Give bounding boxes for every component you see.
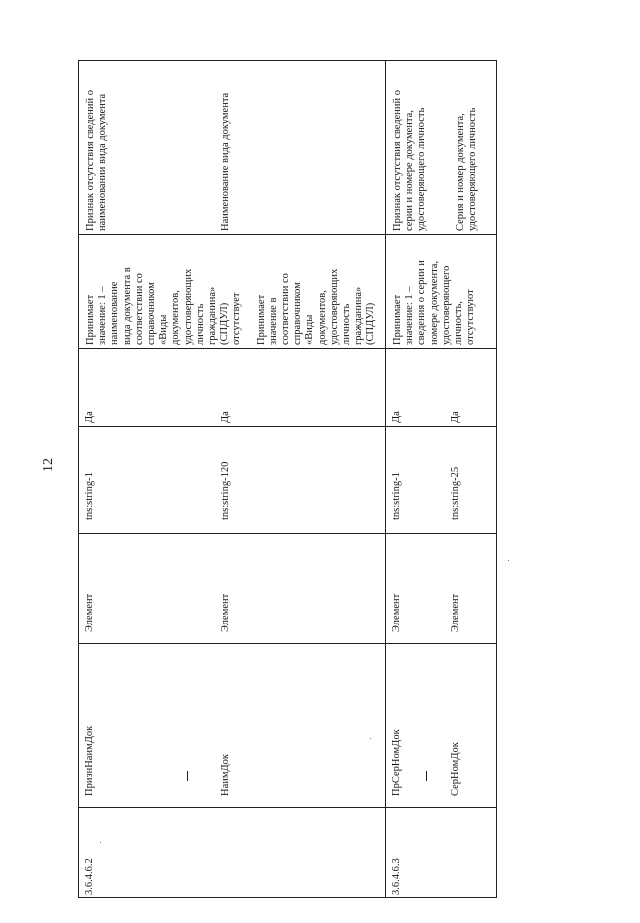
text-line: личность — [341, 303, 353, 345]
text-line: сведения о серии и — [416, 260, 428, 345]
text-line: значение в — [267, 297, 279, 345]
scan-speck — [100, 842, 101, 843]
text-line: значение: 1 – — [404, 286, 416, 345]
text-line: гражданина» — [353, 286, 365, 345]
text-line: значение: 1 – — [97, 286, 109, 345]
text-line: вида документа в — [121, 267, 133, 345]
text-line: гражданина» — [207, 286, 219, 345]
scan-speck — [370, 738, 371, 739]
format-value: tns:string-120 — [220, 461, 231, 520]
format-value: tns:string-1 — [84, 472, 95, 520]
text-line: удостоверяющих — [182, 268, 194, 345]
text-line: наименовании вида документа — [97, 93, 109, 231]
text-line: документов, — [316, 290, 328, 345]
row-number: 3.6.4.6.3 — [391, 858, 402, 895]
dash-mark — [426, 771, 427, 781]
format-value: tns:string-25 — [450, 466, 461, 520]
element-type: Элемент — [84, 593, 95, 632]
text-line: Принимает — [85, 294, 96, 345]
element-type: Элемент — [391, 593, 402, 632]
element-type-cell — [389, 534, 493, 642]
dash-mark — [187, 771, 188, 781]
text-line: отсутствуют — [465, 289, 477, 345]
required-value: Да — [450, 411, 461, 423]
text-line: Признак отсутствия сведений о — [85, 89, 96, 231]
text-line: (СПДУЛ) — [219, 302, 231, 345]
row-number-cell — [82, 808, 382, 896]
required-value: Да — [391, 411, 402, 423]
required-value: Да — [220, 411, 231, 423]
element-name: НаимДок — [220, 753, 231, 796]
extra-info-cell — [82, 235, 382, 347]
text-line: Признак отсутствия сведений о — [392, 89, 403, 231]
text-line: Серия и номер документа, — [455, 113, 466, 231]
format-cell — [82, 427, 382, 532]
element-name-cell — [82, 644, 382, 806]
table-border — [78, 60, 79, 897]
text-line: документов, — [170, 290, 182, 345]
required-value: Да — [84, 411, 95, 423]
text-line: серии и номере документа, — [404, 110, 416, 231]
element-type: Элемент — [450, 593, 461, 632]
text-line: Принимает — [392, 294, 403, 345]
element-type-cell — [82, 534, 382, 642]
table-border — [496, 60, 497, 897]
element-name: ПризнНаимДок — [84, 725, 95, 796]
extra-info-cell — [389, 235, 493, 347]
text-line: наименование — [109, 281, 121, 345]
text-line: удостоверяющих — [328, 268, 340, 345]
text-line: удостоверяющего — [440, 265, 452, 345]
required-cell — [389, 349, 493, 425]
text-line: (СПДУЛ) — [365, 302, 377, 345]
text-line: Наименование вида документа — [220, 92, 231, 231]
text-line: справочником — [292, 282, 304, 345]
text-line: личность, — [453, 301, 465, 345]
element-name: ПрСерНомДок — [391, 729, 402, 796]
text-line: «Виды — [304, 314, 316, 345]
element-name-cell — [389, 644, 493, 806]
table-border — [78, 897, 497, 898]
text-line: соответствии со — [280, 273, 292, 345]
text-line: «Виды — [158, 314, 170, 345]
element-name: СерНомДок — [450, 742, 461, 796]
format-cell — [389, 427, 493, 532]
page-number — [34, 452, 64, 478]
page-number-text: 12 — [41, 458, 56, 472]
row-number: 3.6.4.6.2 — [84, 858, 95, 895]
text-line: удостоверяющего личность — [416, 107, 428, 231]
row-number-cell — [389, 808, 493, 896]
text-line: номере документа, — [428, 260, 440, 345]
text-line: удостоверяющего личность — [467, 107, 479, 231]
required-cell — [82, 349, 382, 425]
text-line: отсутствует — [231, 292, 243, 345]
scan-speck — [508, 560, 509, 561]
format-value: tns:string-1 — [391, 472, 402, 520]
table-border — [385, 60, 386, 897]
description-cell — [389, 61, 493, 233]
description-cell — [82, 61, 382, 233]
text-line: Принимает — [255, 294, 267, 345]
text-line: личность — [194, 303, 206, 345]
text-line: справочником — [146, 282, 158, 345]
element-type: Элемент — [220, 593, 231, 632]
text-line: соответствии со — [133, 273, 145, 345]
